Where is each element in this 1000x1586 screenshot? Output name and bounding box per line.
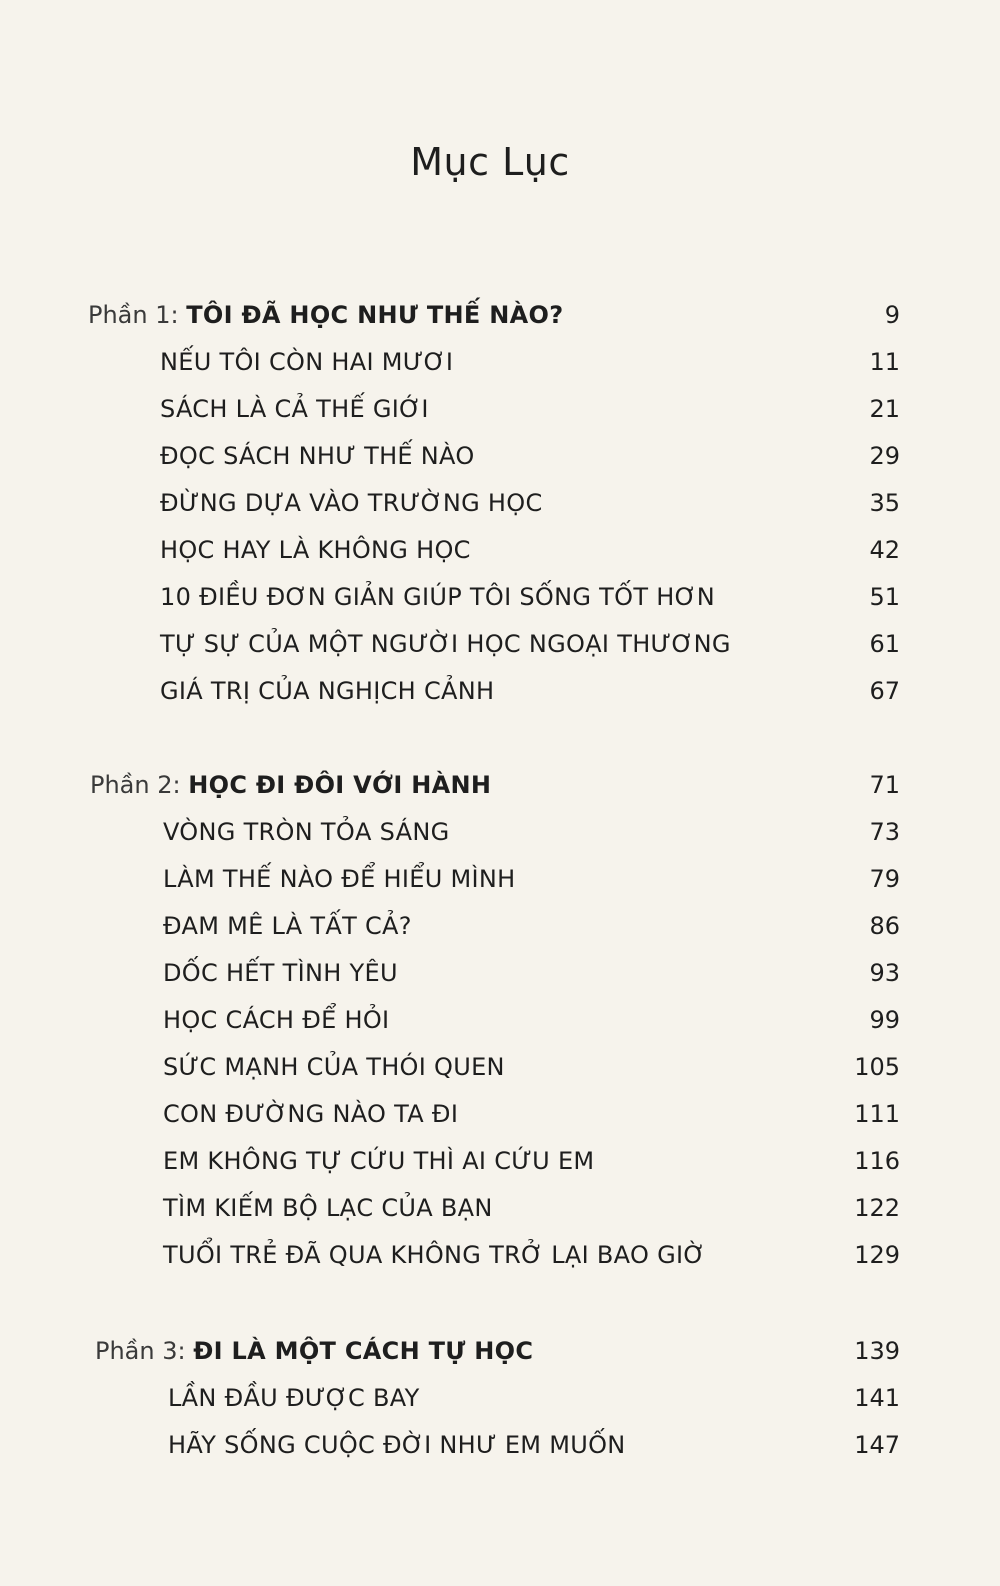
entry-title: ĐỌC SÁCH NHƯ THẾ NÀO <box>160 442 475 470</box>
part-3 <box>0 1328 1000 1469</box>
page-number: 93 <box>869 959 900 987</box>
page-number: 79 <box>869 865 900 893</box>
entry-title: TỰ SỰ CỦA MỘT NGƯỜI HỌC NGOẠI THƯƠNG <box>160 630 731 658</box>
part-title: ĐI LÀ MỘT CÁCH TỰ HỌC <box>193 1337 534 1365</box>
toc-entry[interactable] <box>0 527 1000 574</box>
page-number: 35 <box>869 489 900 517</box>
toc-entry[interactable] <box>0 1232 1000 1279</box>
toc-entry[interactable] <box>0 621 1000 668</box>
entry-title: HỌC CÁCH ĐỂ HỎI <box>163 1006 390 1034</box>
part-prefix: Phần 2: <box>90 771 181 799</box>
part-title: TÔI ĐÃ HỌC NHƯ THẾ NÀO? <box>186 301 564 329</box>
entry-title: DỐC HẾT TÌNH YÊU <box>163 959 398 987</box>
page-number: 86 <box>869 912 900 940</box>
entry-title: HỌC HAY LÀ KHÔNG HỌC <box>160 536 471 564</box>
part-heading[interactable] <box>0 292 1000 339</box>
toc-entry[interactable] <box>0 433 1000 480</box>
toc-entry[interactable] <box>0 386 1000 433</box>
page-number: 71 <box>869 771 900 799</box>
part-heading[interactable] <box>0 762 1000 809</box>
part-prefix: Phần 1: <box>88 301 179 329</box>
entry-title: LÀM THẾ NÀO ĐỂ HIỂU MÌNH <box>163 865 516 893</box>
toc-entry[interactable] <box>0 668 1000 715</box>
toc-entry[interactable] <box>0 339 1000 386</box>
page-number: 29 <box>869 442 900 470</box>
page-title: Mục Lục <box>410 140 570 184</box>
entry-title: HÃY SỐNG CUỘC ĐỜI NHƯ EM MUỐN <box>168 1431 626 1459</box>
part-heading[interactable] <box>0 1328 1000 1375</box>
toc-entry[interactable] <box>0 1185 1000 1232</box>
page-number: 129 <box>854 1241 900 1269</box>
entry-title: TUỔI TRẺ ĐÃ QUA KHÔNG TRỞ LẠI BAO GIỜ <box>163 1241 706 1269</box>
entry-title: 10 ĐIỀU ĐƠN GIẢN GIÚP TÔI SỐNG TỐT HƠN <box>160 583 716 611</box>
page-number: 67 <box>869 677 900 705</box>
page-number: 122 <box>854 1194 900 1222</box>
toc-entry[interactable] <box>0 903 1000 950</box>
page-number: 42 <box>869 536 900 564</box>
toc-entry[interactable] <box>0 809 1000 856</box>
toc-entry[interactable] <box>0 997 1000 1044</box>
entry-title: ĐỪNG DỰA VÀO TRƯỜNG HỌC <box>160 489 543 517</box>
entry-title: TÌM KIẾM BỘ LẠC CỦA BẠN <box>163 1194 493 1222</box>
part-title: HỌC ĐI ĐÔI VỚI HÀNH <box>188 771 492 799</box>
page-number: 141 <box>854 1384 900 1412</box>
toc-entry[interactable] <box>0 574 1000 621</box>
page-number: 11 <box>869 348 900 376</box>
entry-title: SÁCH LÀ CẢ THẾ GIỚI <box>160 395 429 423</box>
entry-title: EM KHÔNG TỰ CỨU THÌ AI CỨU EM <box>163 1147 595 1175</box>
part-2 <box>0 762 1000 1279</box>
entry-title: LẦN ĐẦU ĐƯỢC BAY <box>168 1384 420 1412</box>
toc-entry[interactable] <box>0 1091 1000 1138</box>
entry-title: SỨC MẠNH CỦA THÓI QUEN <box>163 1053 505 1081</box>
toc-entry[interactable] <box>0 480 1000 527</box>
page-number: 21 <box>869 395 900 423</box>
entry-title: GIÁ TRỊ CỦA NGHỊCH CẢNH <box>160 677 495 705</box>
page-number: 51 <box>869 583 900 611</box>
part-1 <box>0 292 1000 715</box>
entry-title: VÒNG TRÒN TỎA SÁNG <box>163 818 450 846</box>
page-number: 105 <box>854 1053 900 1081</box>
page-number: 111 <box>854 1100 900 1128</box>
entry-title: NẾU TÔI CÒN HAI MƯƠI <box>160 348 454 376</box>
entry-title: CON ĐƯỜNG NÀO TA ĐI <box>163 1100 459 1128</box>
page-number: 139 <box>854 1337 900 1365</box>
page-number: 9 <box>884 301 900 329</box>
page-number: 73 <box>869 818 900 846</box>
page-number: 147 <box>854 1431 900 1459</box>
page-number: 61 <box>869 630 900 658</box>
toc-entry[interactable] <box>0 1044 1000 1091</box>
entry-title: ĐAM MÊ LÀ TẤT CẢ? <box>163 912 412 940</box>
toc-entry[interactable] <box>0 1375 1000 1422</box>
toc-entry[interactable] <box>0 950 1000 997</box>
toc-entry[interactable] <box>0 1422 1000 1469</box>
toc-entry[interactable] <box>0 1138 1000 1185</box>
page-number: 116 <box>854 1147 900 1175</box>
part-prefix: Phần 3: <box>95 1337 186 1365</box>
toc-entry[interactable] <box>0 856 1000 903</box>
page-number: 99 <box>869 1006 900 1034</box>
